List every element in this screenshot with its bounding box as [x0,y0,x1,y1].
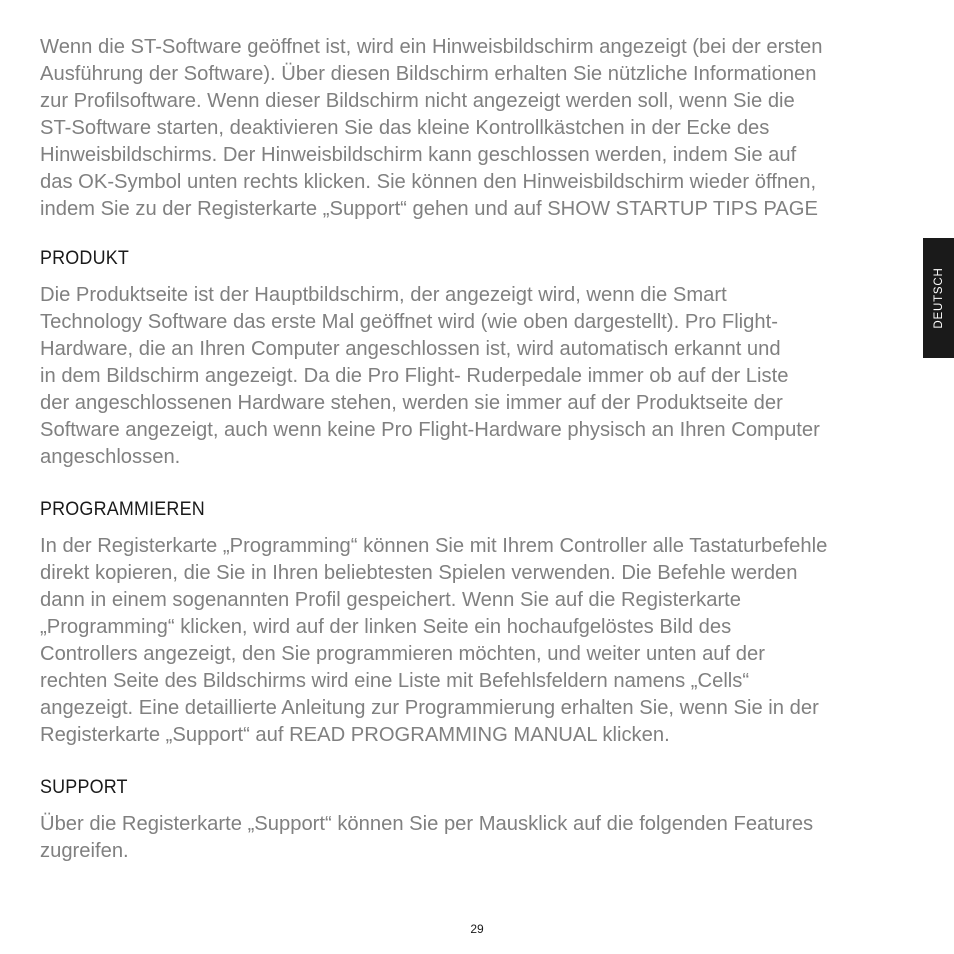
text-line: in dem Bildschirm angezeigt. Da die Pro Flight- Ruderpedale immer ob auf der Liste [40,365,789,387]
section-heading-produkt: PRODUKT [40,247,130,269]
text-line: Technology Software das erste Mal geöffnet wird (wie oben dargestellt). Pro Flight- [40,311,778,333]
text-line: Die Produktseite ist der Hauptbildschirm, der angezeigt wird, wenn die Smart [40,284,727,306]
page-content [40,34,920,865]
section-heading-programmieren: PROGRAMMIEREN [40,498,205,520]
text-line: Hinweisbildschirms. Der Hinweisbildschirm kann geschlossen werden, indem Sie auf [40,144,797,166]
text-line: zugreifen. [40,840,129,862]
text-line: zur Profilsoftware. Wenn dieser Bildschirm nicht angezeigt werden soll, wenn Sie die [40,90,795,112]
text-line: Über die Registerkarte „Support“ können Sie per Mausklick auf die folgenden Features [40,813,814,835]
text-line: dann in einem sogenannten Profil gespeichert. Wenn Sie auf die Registerkarte [40,589,742,611]
text-line: direkt kopieren, die Sie in Ihren beliebtesten Spielen verwenden. Die Befehle werden [40,562,798,584]
intro-paragraph [40,34,920,223]
text-line: das OK-Symbol unten rechts klicken. Sie können den Hinweisbildschirm wieder öffnen, [40,171,817,193]
text-line: angeschlossen. [40,446,181,468]
text-line: Wenn die ST-Software geöffnet ist, wird ein Hinweisbildschirm angezeigt (bei der ersten [40,36,823,58]
language-tab [923,238,954,358]
text-line: Hardware, die an Ihren Computer angeschlossen ist, wird automatisch erkannt und [40,338,781,360]
text-line: angezeigt. Eine detaillierte Anleitung zur Programmierung erhalten Sie, wenn Sie in der [40,697,819,719]
section-heading-support: SUPPORT [40,776,128,798]
section-paragraph-programmieren [40,533,920,749]
text-line: rechten Seite des Bildschirms wird eine Liste mit Befehlsfeldern namens „Cells“ [40,670,750,692]
section-paragraph-support [40,811,920,865]
section-paragraph-produkt [40,282,920,471]
page-number: 29 [470,922,484,936]
text-line: Software angezeigt, auch wenn keine Pro Flight-Hardware physisch an Ihren Computer [40,419,820,441]
text-line: Ausführung der Software). Über diesen Bildschirm erhalten Sie nützliche Informationen [40,63,817,85]
text-line: ST-Software starten, deaktivieren Sie das kleine Kontrollkästchen in der Ecke des [40,117,770,139]
text-line: Registerkarte „Support“ auf READ PROGRAMMING MANUAL klicken. [40,724,670,746]
text-line: „Programming“ klicken, wird auf der linken Seite ein hochaufgelöstes Bild des [40,616,732,638]
text-line: In der Registerkarte „Programming“ können Sie mit Ihrem Controller alle Tastaturbefehle [40,535,828,557]
language-tab-label: DEUTSCH [932,267,945,329]
text-line: der angeschlossenen Hardware stehen, werden sie immer auf der Produktseite der [40,392,783,414]
text-line: Controllers angezeigt, den Sie programmieren möchten, und weiter unten auf der [40,643,765,665]
text-line: indem Sie zu der Registerkarte „Support“ gehen und auf SHOW STARTUP TIPS PAGE [40,198,818,220]
